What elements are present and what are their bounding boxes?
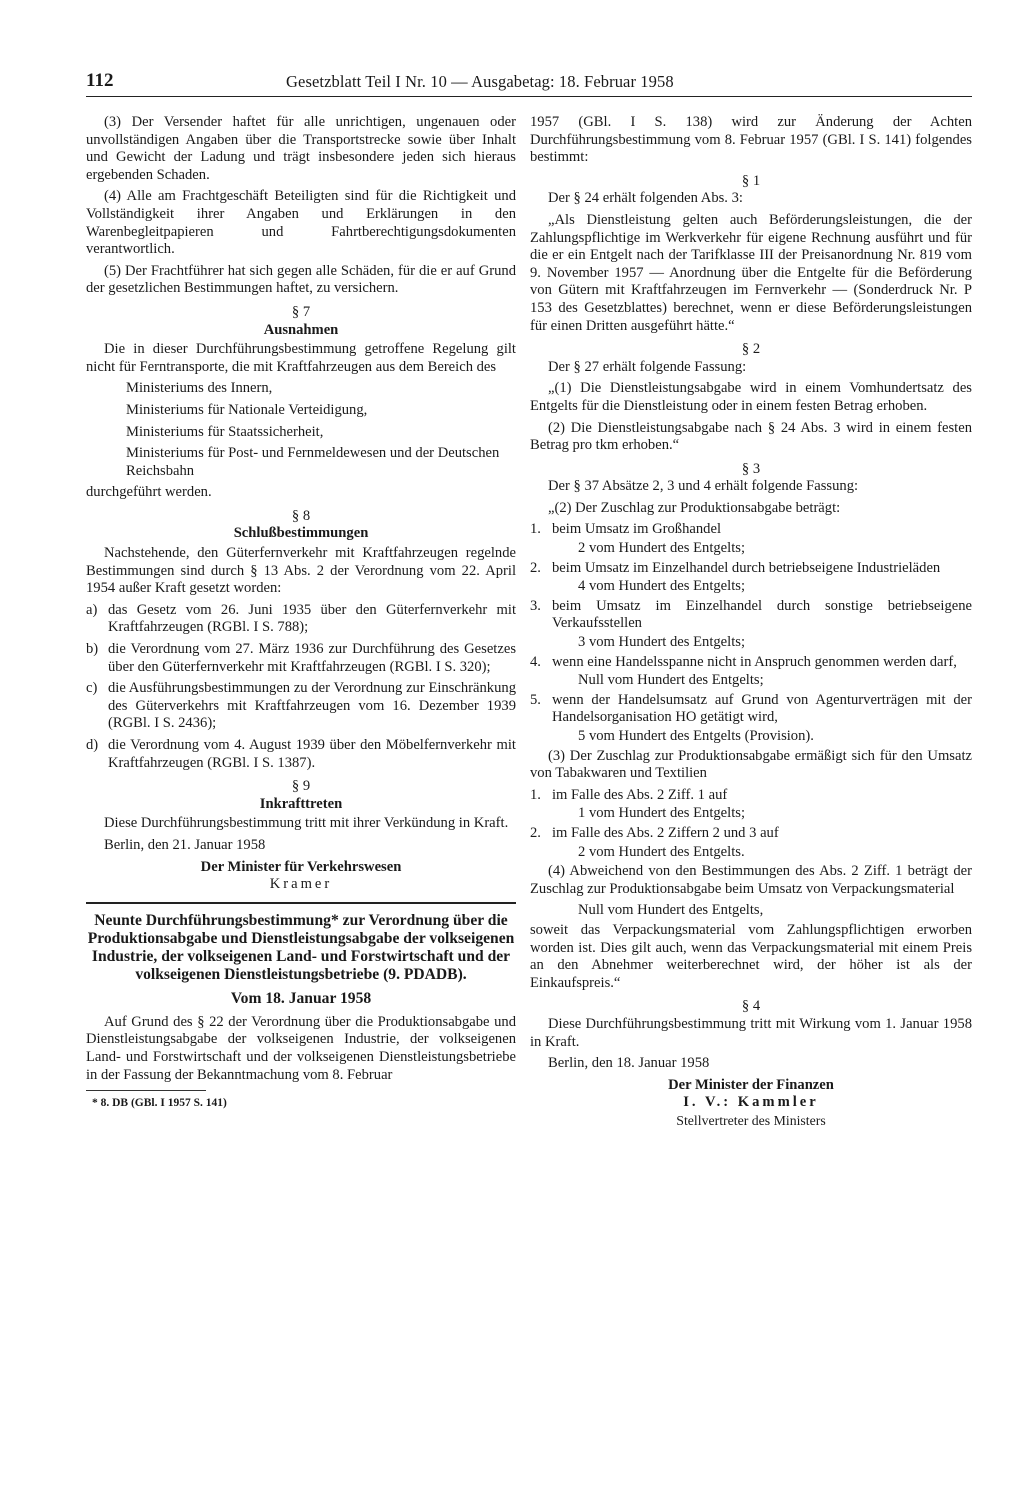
footnote: * 8. DB (GBl. I 1957 S. 141) bbox=[92, 1097, 227, 1110]
minister-name: I. V.: Kammler bbox=[683, 1094, 819, 1111]
paragraph-4: (4) Alle am Frachtgeschäft Beteiligten sind für die Richtigkeit und Vollständigkeit ihrer Angaben und Erklärungen in den Warenbegleitpapieren und Fahrtberechtigungsdokumenten verantwortlich. bbox=[86, 188, 516, 258]
list-value: 4 vom Hundert des Entgelts; bbox=[578, 578, 745, 595]
section-7-title: Ausnahmen bbox=[263, 321, 339, 338]
list-item bbox=[530, 692, 972, 727]
minister-title: Der Minister für Verkehrswesen bbox=[200, 858, 402, 875]
left-column bbox=[86, 114, 516, 1113]
list-item bbox=[530, 654, 972, 672]
page-header bbox=[86, 70, 972, 97]
list-label: 2. bbox=[530, 824, 541, 841]
list-text: im Falle des Abs. 2 Ziffern 2 und 3 auf bbox=[552, 824, 779, 841]
intro-continuation: 1957 (GBl. I S. 138) wird zur Änderung der Achten Durchführungsbestimmung vom 8. Februar 1957 (GBl. I S. 141) folgendes bestimmt: bbox=[530, 114, 972, 166]
ministry-item: Ministeriums für Nationale Verteidigung, bbox=[126, 401, 368, 418]
list-text: im Falle des Abs. 2 Ziff. 1 auf bbox=[552, 786, 728, 803]
list-item bbox=[86, 641, 516, 676]
list-item bbox=[86, 680, 516, 733]
list-item bbox=[530, 787, 972, 805]
place-date: Berlin, den 21. Januar 1958 bbox=[104, 836, 266, 853]
list-item bbox=[86, 602, 516, 637]
list-value: Null vom Hundert des Entgelts, bbox=[578, 902, 764, 919]
list-label: 1. bbox=[530, 521, 541, 538]
list-value: 3 vom Hundert des Entgelts; bbox=[578, 634, 745, 651]
section-9-title: Inkrafttreten bbox=[259, 795, 343, 812]
ministry-item: Ministeriums des Innern, bbox=[126, 380, 273, 397]
list-item bbox=[530, 825, 972, 843]
list-value: 1 vom Hundert des Entgelts; bbox=[578, 805, 745, 822]
footnote-divider bbox=[86, 1090, 206, 1091]
section-divider bbox=[86, 902, 516, 904]
section-7-end: durchgeführt werden. bbox=[86, 484, 212, 501]
section-8-title: Schlußbestimmungen bbox=[233, 525, 369, 542]
section-2-number: § 2 bbox=[741, 341, 761, 358]
place-date: Berlin, den 18. Januar 1958 bbox=[548, 1055, 710, 1072]
section-4-text: Diese Durchführungsbestimmung tritt mit Wirkung vom 1. Januar 1958 in Kraft. bbox=[530, 1015, 972, 1050]
list-value: 2 vom Hundert des Entgelts. bbox=[578, 843, 745, 860]
list-label: b) bbox=[86, 641, 99, 658]
regulation-intro: Auf Grund des § 22 der Verordnung über die Produktionsabgabe und Dienstleistungsabgabe der volkseigenen Industrie, der volkseigenen Land- und Forstwirtschaft und der volkseigenen Dienstleistungsbetriebe in der Fassung der Bekanntmachung vom 8. Februar bbox=[86, 1013, 516, 1083]
section-8-text: Nachstehende, den Güterfernverkehr mit Kraftfahrzeugen regelnde Bestimmungen sind durch § 13 Abs. 2 der Verordnung vom 22. April 1954 außer Kraft gesetzt worden: bbox=[86, 545, 516, 597]
list-item bbox=[530, 598, 972, 633]
paragraph-3: (3) Der Versender haftet für alle unrichtigen, ungenauen oder unvollständigen Angaben über die Transportstrecke sowie über Inhalt und Gewicht der Ladung und trägt insbesondere jeden sich hieraus ergebenden Schaden. bbox=[86, 114, 516, 183]
paragraph-5: (5) Der Frachtführer hat sich gegen alle Schäden, für die er auf Grund der gesetzlichen Bestimmungen haftet, zu versichern. bbox=[86, 262, 516, 297]
list-label: 3. bbox=[530, 597, 541, 614]
list-text: die Verordnung vom 4. August 1939 über den Möbelfernverkehr mit Kraftfahrzeugen (RGBl. I S. 1387). bbox=[108, 737, 516, 771]
list-text: beim Umsatz im Einzelhandel durch betriebseigene Industrieläden bbox=[552, 559, 941, 576]
minister-title: Der Minister der Finanzen bbox=[668, 1076, 834, 1093]
list-label: 4. bbox=[530, 653, 541, 670]
list-text: die Ausführungsbestimmungen zu der Verordnung zur Einschränkung des Güterverkehrs mit Kraftfahrzeugen vom 16. Dezember 1939 (RGBl. I S. 2436); bbox=[108, 680, 516, 732]
section-3-lead: Der § 37 Absätze 2, 3 und 4 erhält folgende Fassung: bbox=[548, 478, 859, 495]
section-2-paragraph-1: „(1) Die Dienstleistungsabgabe wird in einem Vomhundertsatz des Entgelts für die Dienstleistung oder in einem festen Betrag erhoben. bbox=[530, 380, 972, 414]
section-1-lead: Der § 24 erhält folgenden Abs. 3: bbox=[548, 190, 743, 207]
list-label: 2. bbox=[530, 559, 541, 576]
section-3-paragraph-2: „(2) Der Zuschlag zur Produktionsabgabe beträgt: bbox=[548, 499, 841, 516]
list-text: das Gesetz vom 26. Juni 1935 über den Güterfernverkehr mit Kraftfahrzeugen (RGBl. I S. 788); bbox=[108, 601, 516, 636]
list-value: Null vom Hundert des Entgelts; bbox=[578, 672, 764, 689]
list-item bbox=[530, 560, 972, 578]
regulation-date: Vom 18. Januar 1958 bbox=[230, 989, 372, 1007]
running-title: Gesetzblatt Teil I Nr. 10 — Ausgabetag: 18. Februar 1958 bbox=[286, 72, 674, 91]
right-column bbox=[530, 114, 972, 1129]
section-7-text: Die in dieser Durchführungsbestimmung getroffene Regelung gilt nicht für Ferntransporte, die mit Kraftfahrzeugen aus dem Bereich des bbox=[86, 341, 516, 375]
section-1-quote: „Als Dienstleistung gelten auch Beförderungsleistungen, die der Zahlungspflichtige im Werkverkehr für eigene Rechnung ausführt und für die er ein Entgelt nach der Tarifklasse III der Preisanordnung Nr. 819 vom 9. November 1957 — Anordnung über die Entgelte für die Beförderung von Gütern mit Kraftfahrzeugen im Fernverkehr — (Sonderdruck Nr. P 153 des Gesetzblattes) berechnet, wenn er diese Beförderungsleistungen für einen Dritten ausgeführt hätte.“ bbox=[530, 211, 972, 334]
list-value: 2 vom Hundert des Entgelts; bbox=[578, 540, 745, 557]
minister-role: Stellvertreter des Ministers bbox=[676, 1112, 826, 1128]
list-item bbox=[530, 521, 972, 539]
ministry-item: Ministeriums für Post- und Fernmeldewesen und der Deutschen Reichsbahn bbox=[126, 445, 500, 479]
list-text: wenn der Handelsumsatz auf Grund von Agenturverträgen mit der Handelsorganisation HO getätigt wird, bbox=[552, 691, 972, 726]
list-label: a) bbox=[86, 601, 98, 618]
section-2-lead: Der § 27 erhält folgende Fassung: bbox=[548, 358, 747, 375]
section-1-number: § 1 bbox=[741, 172, 761, 189]
section-8-number: § 8 bbox=[291, 507, 311, 524]
list-label: 5. bbox=[530, 691, 541, 708]
list-label: c) bbox=[86, 680, 98, 697]
page-number: 112 bbox=[86, 70, 114, 91]
section-7-number: § 7 bbox=[291, 303, 311, 320]
minister-name: Kramer bbox=[269, 876, 333, 893]
section-9-number: § 9 bbox=[291, 778, 311, 795]
list-item bbox=[86, 737, 516, 772]
section-3-paragraph-4: (4) Abweichend von den Bestimmungen des Abs. 2 Ziff. 1 beträgt der Zuschlag zur Produktionsabgabe beim Umsatz von Verpackungsmaterial bbox=[530, 863, 972, 897]
ministry-item: Ministeriums für Staatssicherheit, bbox=[126, 423, 324, 440]
list-text: wenn eine Handelsspanne nicht in Anspruch genommen werden darf, bbox=[552, 653, 957, 670]
regulation-title: Neunte Durchführungsbestimmung* zur Verordnung über die Produktionsabgabe und Dienstleistungsabgabe der volkseigenen Industrie, der volkseigenen Land- und Forstwirtschaft und der volkseigenen Dienstleistungsbetriebe (9. PDADB). bbox=[87, 911, 515, 983]
list-text: die Verordnung vom 27. März 1936 zur Durchführung des Gesetzes über den Güterfernverkehr mit Kraftfahrzeugen (RGBl. I S. 320); bbox=[108, 641, 516, 675]
list-value: 5 vom Hundert des Entgelts (Provision). bbox=[578, 728, 814, 744]
section-3-paragraph-3: (3) Der Zuschlag zur Produktionsabgabe ermäßigt sich für den Umsatz von Tabakwaren und Textilien bbox=[530, 747, 972, 782]
list-text: beim Umsatz im Einzelhandel durch sonstige betriebseigene Verkaufsstellen bbox=[552, 597, 972, 632]
section-9-text: Diese Durchführungsbestimmung tritt mit ihrer Verkündung in Kraft. bbox=[104, 815, 509, 832]
section-2-paragraph-2: (2) Die Dienstleistungsabgabe nach § 24 Abs. 3 wird in einem festen Betrag pro tkm erhoben.“ bbox=[530, 419, 972, 454]
list-text: beim Umsatz im Großhandel bbox=[552, 521, 722, 538]
list-label: d) bbox=[86, 737, 99, 753]
list-label: 1. bbox=[530, 786, 541, 803]
section-4-number: § 4 bbox=[741, 998, 761, 1015]
section-3-number: § 3 bbox=[741, 460, 761, 477]
section-3-paragraph-4-end: soweit das Verpackungsmaterial vom Zahlungspflichtigen erworben worden ist. Dies gilt auch, wenn das Verpackungsmaterial mit einem Preis an den Abnehmer weiterberechnet wird, der höher ist als der Einkaufspreis.“ bbox=[530, 921, 972, 991]
